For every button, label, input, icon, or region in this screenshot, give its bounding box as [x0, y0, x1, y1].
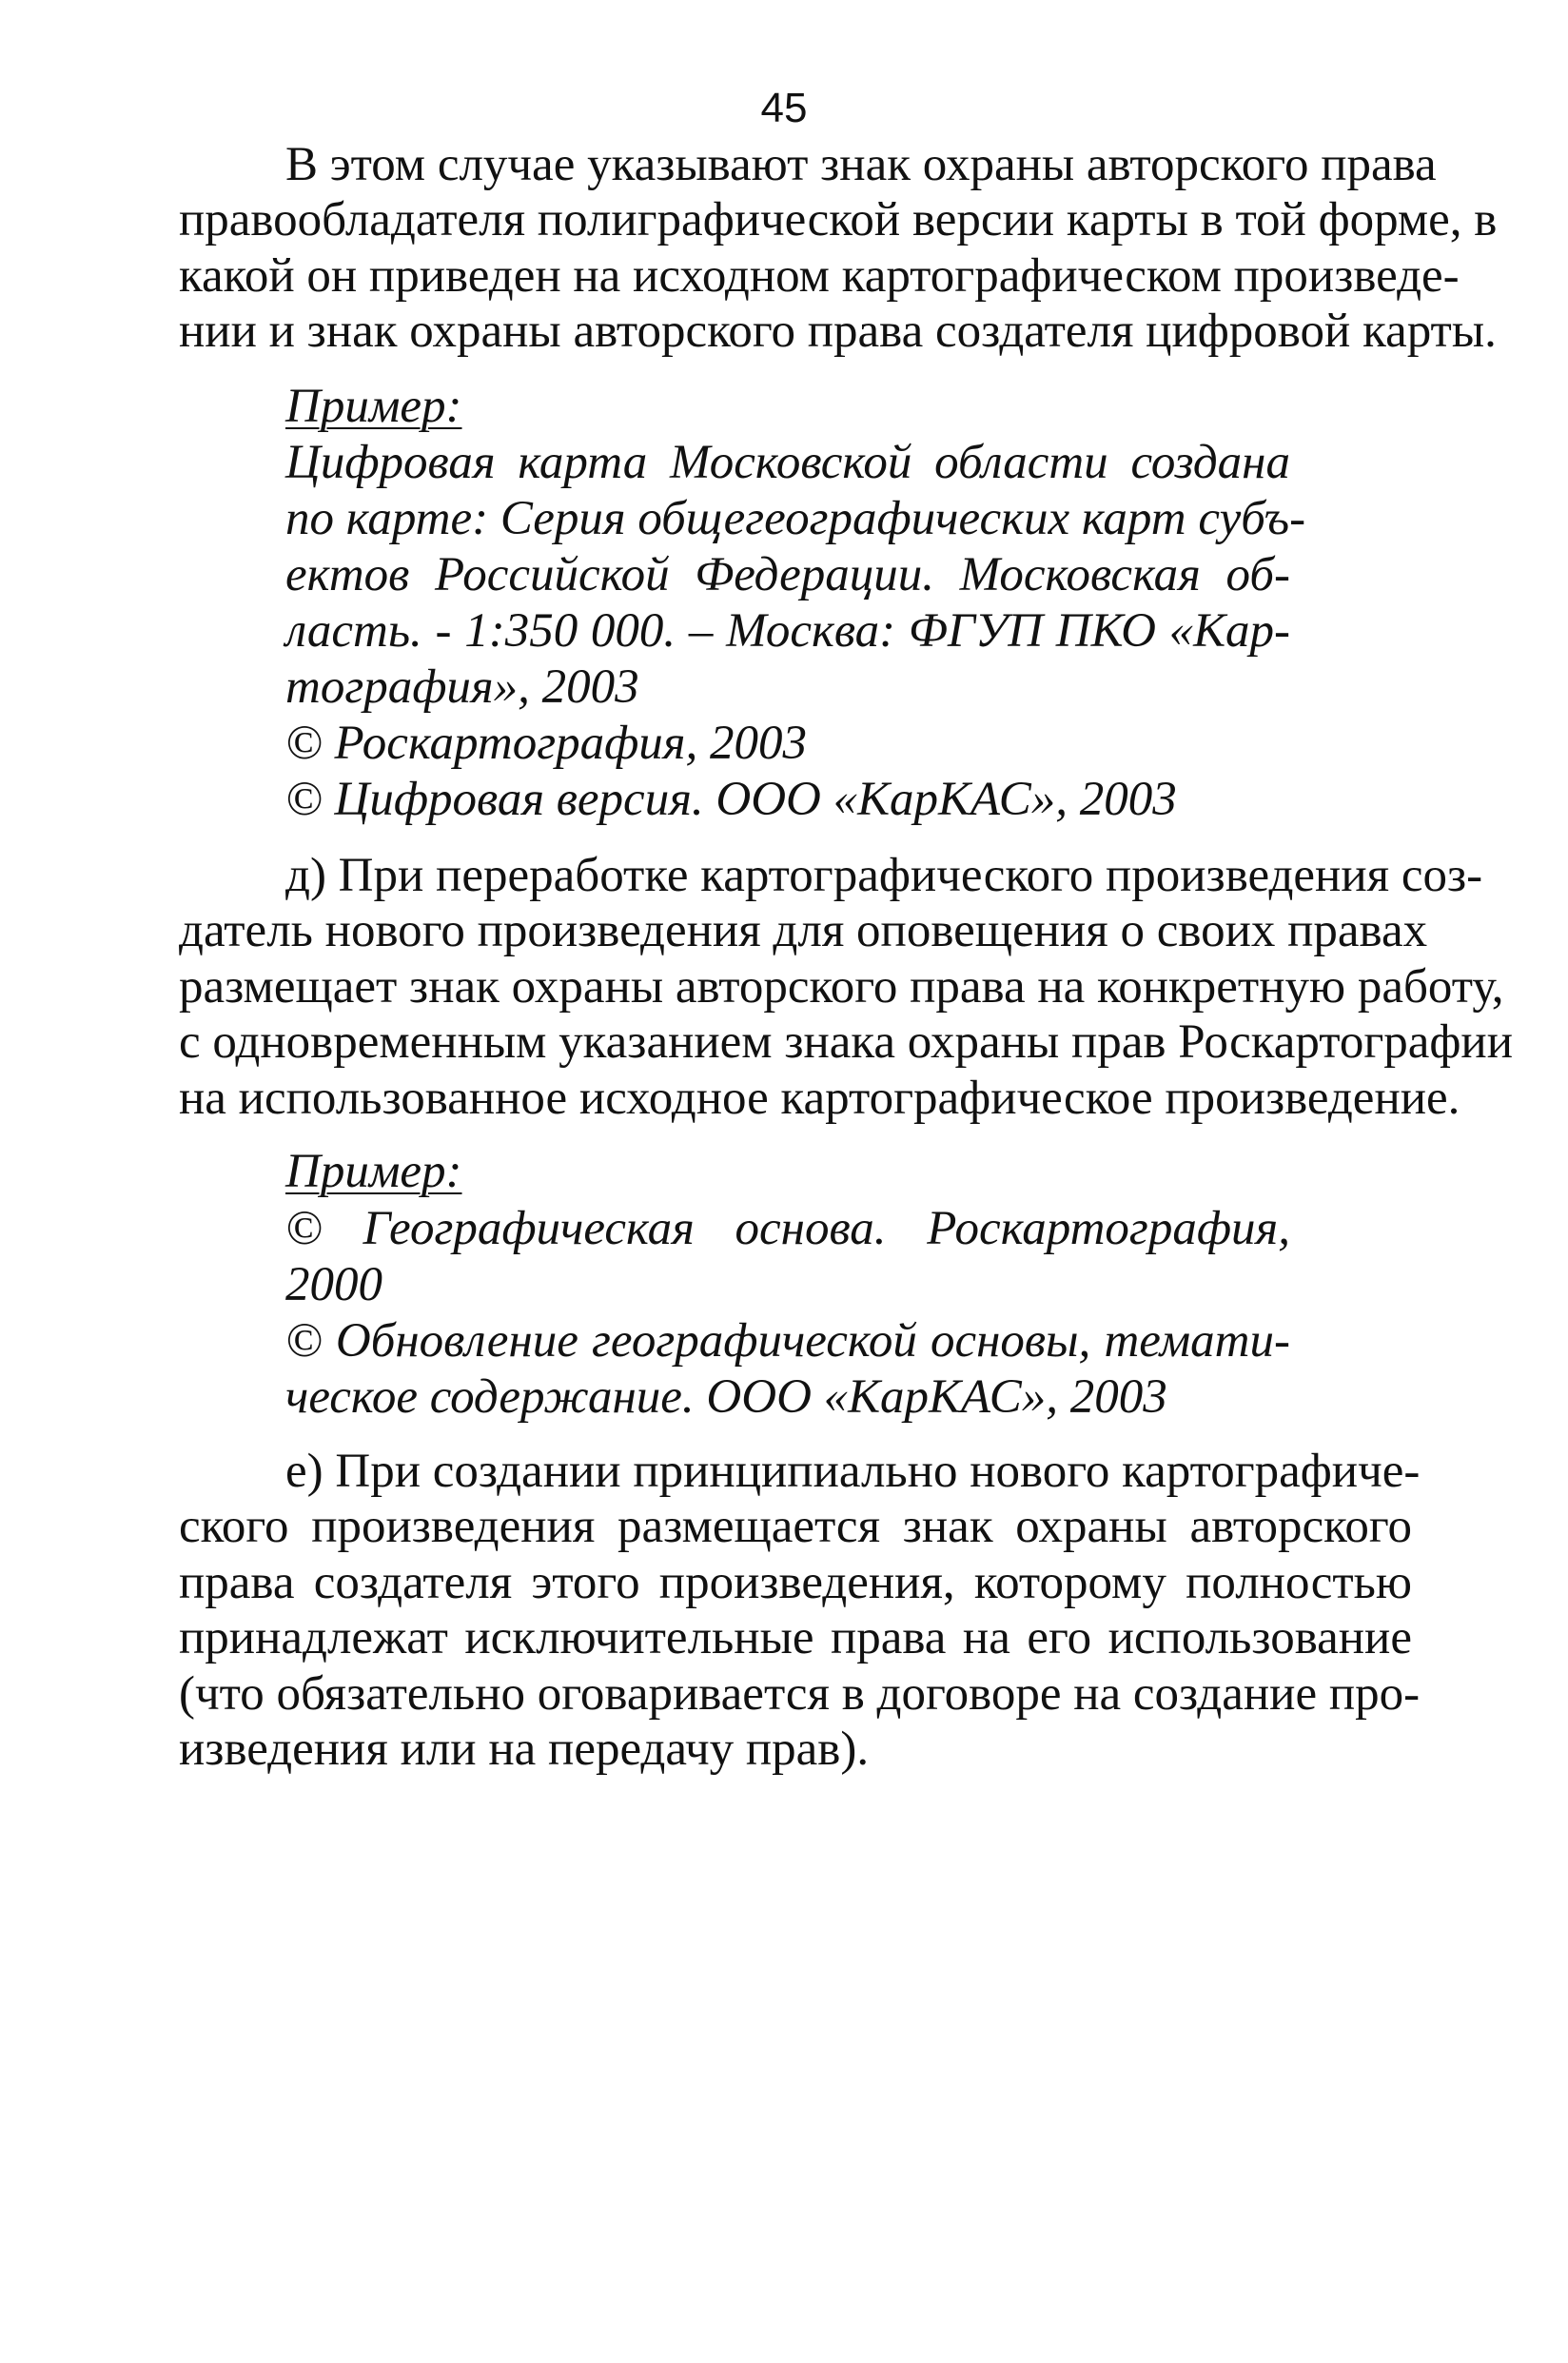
- example-label: Пример:: [285, 1145, 462, 1198]
- text-line: (что обязательно оговаривается в договоре на создание про-: [179, 1667, 1421, 1721]
- example-line: тография», 2003: [285, 660, 639, 714]
- example-label: Пример:: [285, 380, 462, 433]
- text-line: на использованное исходное картографическое произведение.: [179, 1072, 1460, 1125]
- example-line: ческое содержание. ООО «КарКАС», 2003: [285, 1370, 1167, 1424]
- text-line: правообладателя полиграфической версии карты в той форме, в: [179, 193, 1498, 246]
- text-line: датель нового произведения для оповещения о своих правах: [179, 904, 1428, 957]
- text-line: какой он приведен на исходном картографическом произведе-: [179, 249, 1460, 303]
- text-line: В этом случае указывают знак охраны авторского права: [285, 138, 1437, 191]
- example-line: 2000: [285, 1258, 382, 1311]
- text-line: принадлежат исключительные права на его использование: [179, 1611, 1412, 1664]
- example-line: © Обновление географической основы, темати-: [285, 1314, 1290, 1368]
- example-line: © Роскартография, 2003: [285, 717, 808, 770]
- text-line: размещает знак охраны авторского права на конкретную работу,: [179, 960, 1504, 1014]
- text-line: изведения или на передачу прав).: [179, 1723, 870, 1776]
- example-line: Цифровая карта Московской области создана: [285, 436, 1290, 489]
- text-line: д) При переработке картографического произведения соз-: [285, 849, 1483, 902]
- example-line: © Географическая основа. Роскартография,: [285, 1202, 1290, 1255]
- example-line: ласть. - 1:350 000. – Москва: ФГУП ПКО «Кар-: [285, 604, 1290, 658]
- text-line: нии и знак охраны авторского права создателя цифровой карты.: [179, 305, 1497, 358]
- example-line: © Цифровая версия. ООО «КарКАС», 2003: [285, 773, 1177, 826]
- text-line: ского произведения размещается знак охраны авторского: [179, 1500, 1412, 1553]
- text-line: е) При создании принципиально нового картографиче-: [285, 1445, 1421, 1498]
- text-line: права создателя этого произведения, которому полностью: [179, 1556, 1412, 1609]
- page-number: 45: [760, 85, 808, 131]
- example-line: ектов Российской Федерации. Московская об-: [285, 548, 1290, 601]
- text-line: с одновременным указанием знака охраны прав Роскартографии: [179, 1015, 1514, 1069]
- example-line: по карте: Серия общегеографических карт субъ-: [285, 492, 1306, 545]
